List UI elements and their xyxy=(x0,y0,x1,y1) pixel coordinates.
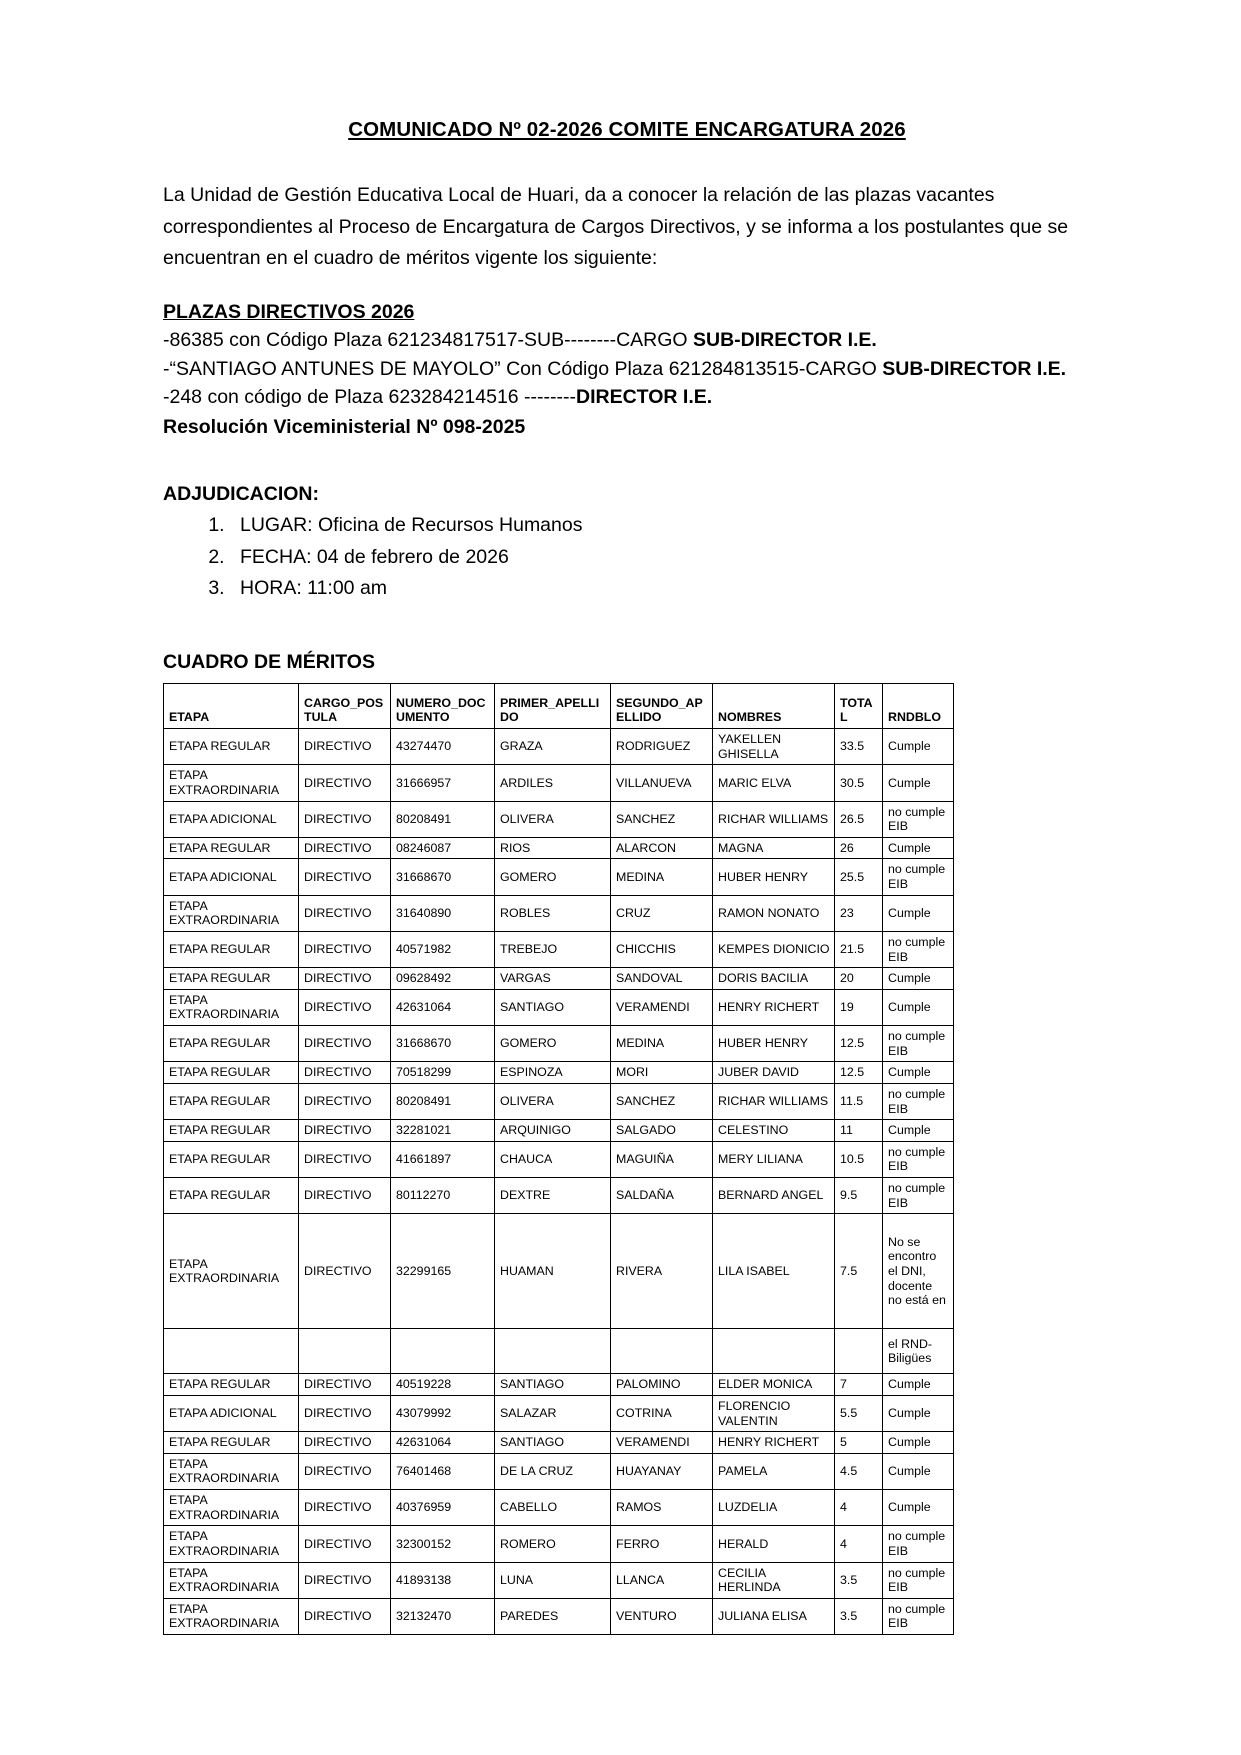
cell-total: 5 xyxy=(835,1432,883,1454)
cell-cargo: DIRECTIVO xyxy=(299,1178,391,1214)
col-header-etapa: ETAPA xyxy=(164,684,299,729)
cell-total: 7.5 xyxy=(835,1214,883,1329)
cell-primer-apellido: ARDILES xyxy=(495,765,611,801)
cell-segundo-apellido: RIVERA xyxy=(611,1214,713,1329)
cell-documento: 43274470 xyxy=(391,729,495,765)
cell-segundo-apellido: MAGUIÑA xyxy=(611,1141,713,1177)
cell-etapa xyxy=(164,1329,299,1374)
cell-rndblo: no cumple EIB xyxy=(883,1562,954,1598)
cell-etapa: ETAPA ADICIONAL xyxy=(164,801,299,837)
cell-segundo-apellido: LLANCA xyxy=(611,1562,713,1598)
cell-documento: 41661897 xyxy=(391,1141,495,1177)
cell-primer-apellido: HUAMAN xyxy=(495,1214,611,1329)
cell-etapa: ETAPA ADICIONAL xyxy=(164,859,299,895)
cell-rndblo: no cumple EIB xyxy=(883,1526,954,1562)
cell-rndblo: Cumple xyxy=(883,989,954,1025)
cell-rndblo: Cumple xyxy=(883,1453,954,1489)
cell-total: 10.5 xyxy=(835,1141,883,1177)
cell-cargo: DIRECTIVO xyxy=(299,729,391,765)
cell-etapa: ETAPA EXTRAORDINARIA xyxy=(164,1490,299,1526)
cell-rndblo: no cumple EIB xyxy=(883,1026,954,1062)
table-row xyxy=(164,837,954,859)
cell-segundo-apellido: CHICCHIS xyxy=(611,931,713,967)
cell-rndblo: no cumple EIB xyxy=(883,859,954,895)
cell-documento: 32132470 xyxy=(391,1598,495,1634)
cell-nombres: CECILIA HERLINDA xyxy=(713,1562,835,1598)
cell-segundo-apellido: FERRO xyxy=(611,1526,713,1562)
cell-primer-apellido: ROMERO xyxy=(495,1526,611,1562)
col-header-segundo-apellido: SEGUNDO_APELLIDO xyxy=(611,684,713,729)
cell-nombres: DORIS BACILIA xyxy=(713,968,835,990)
cell-cargo: DIRECTIVO xyxy=(299,1141,391,1177)
plaza-line-text: -86385 con Código Plaza 621234817517-SUB--------CARGO xyxy=(163,328,694,351)
cell-segundo-apellido: MEDINA xyxy=(611,859,713,895)
cell-rndblo: Cumple xyxy=(883,895,954,931)
cell-total xyxy=(835,1329,883,1374)
cell-documento: 80112270 xyxy=(391,1178,495,1214)
plaza-line-cargo: SUB-DIRECTOR I.E. xyxy=(882,357,1067,380)
cell-primer-apellido: RIOS xyxy=(495,837,611,859)
cell-nombres: JUBER DAVID xyxy=(713,1062,835,1084)
cell-total: 25.5 xyxy=(835,859,883,895)
plaza-line-text: -248 con código de Plaza 623284214516 -------- xyxy=(163,386,576,409)
cell-total: 11 xyxy=(835,1120,883,1142)
col-header-documento: NUMERO_DOCUMENTO xyxy=(391,684,495,729)
cell-rndblo: Cumple xyxy=(883,968,954,990)
cell-nombres: HENRY RICHERT xyxy=(713,1432,835,1454)
cell-nombres: ELDER MONICA xyxy=(713,1374,835,1396)
plaza-line xyxy=(163,355,1091,384)
cell-rndblo: Cumple xyxy=(883,729,954,765)
table-row xyxy=(164,968,954,990)
cell-total: 4 xyxy=(835,1490,883,1526)
cell-documento: 76401468 xyxy=(391,1453,495,1489)
cell-nombres: CELESTINO xyxy=(713,1120,835,1142)
cell-rndblo: Cumple xyxy=(883,1120,954,1142)
cell-cargo: DIRECTIVO xyxy=(299,1083,391,1119)
cell-segundo-apellido: SANDOVAL xyxy=(611,968,713,990)
cell-nombres: BERNARD ANGEL xyxy=(713,1178,835,1214)
cell-etapa: ETAPA REGULAR xyxy=(164,931,299,967)
cell-nombres: JULIANA ELISA xyxy=(713,1598,835,1634)
cell-primer-apellido: ROBLES xyxy=(495,895,611,931)
cell-documento: 31668670 xyxy=(391,859,495,895)
table-row xyxy=(164,1374,954,1396)
cell-documento: 32281021 xyxy=(391,1120,495,1142)
merit-table-body xyxy=(164,729,954,1635)
cell-documento: 31666957 xyxy=(391,765,495,801)
cell-primer-apellido: CABELLO xyxy=(495,1490,611,1526)
cell-nombres: MERY LILIANA xyxy=(713,1141,835,1177)
cell-total: 4.5 xyxy=(835,1453,883,1489)
adjudicacion-heading: ADJUDICACION: xyxy=(163,483,319,506)
table-row xyxy=(164,1178,954,1214)
plaza-line-cargo: SUB-DIRECTOR I.E. xyxy=(693,328,877,351)
table-header-row xyxy=(164,684,954,729)
cell-etapa: ETAPA EXTRAORDINARIA xyxy=(164,895,299,931)
cell-total: 33.5 xyxy=(835,729,883,765)
table-row xyxy=(164,989,954,1025)
cell-segundo-apellido: VERAMENDI xyxy=(611,989,713,1025)
cell-total: 11.5 xyxy=(835,1083,883,1119)
cell-total: 7 xyxy=(835,1374,883,1396)
cell-rndblo: Cumple xyxy=(883,1490,954,1526)
cell-segundo-apellido: MORI xyxy=(611,1062,713,1084)
cell-nombres: HERALD xyxy=(713,1526,835,1562)
cell-segundo-apellido: MEDINA xyxy=(611,1026,713,1062)
cell-documento: 40376959 xyxy=(391,1490,495,1526)
cell-etapa: ETAPA REGULAR xyxy=(164,1374,299,1396)
col-header-cargo: CARGO_POSTULA xyxy=(299,684,391,729)
cell-etapa: ETAPA EXTRAORDINARIA xyxy=(164,1526,299,1562)
cell-rndblo: Cumple xyxy=(883,1432,954,1454)
table-row xyxy=(164,1329,954,1374)
cell-rndblo: el RND-Biligües xyxy=(883,1329,954,1374)
cell-segundo-apellido: VERAMENDI xyxy=(611,1432,713,1454)
col-header-rndblo: RNDBLO xyxy=(883,684,954,729)
cell-cargo: DIRECTIVO xyxy=(299,859,391,895)
col-header-total: TOTAL xyxy=(835,684,883,729)
cell-nombres: HUBER HENRY xyxy=(713,1026,835,1062)
cell-segundo-apellido: SALDAÑA xyxy=(611,1178,713,1214)
cell-documento: 43079992 xyxy=(391,1395,495,1431)
cell-documento: 31640890 xyxy=(391,895,495,931)
cell-etapa: ETAPA EXTRAORDINARIA xyxy=(164,1598,299,1634)
cell-documento: 40519228 xyxy=(391,1374,495,1396)
cell-rndblo: no cumple EIB xyxy=(883,1083,954,1119)
cell-cargo: DIRECTIVO xyxy=(299,1598,391,1634)
table-row xyxy=(164,765,954,801)
col-header-primer-apellido: PRIMER_APELLIDO xyxy=(495,684,611,729)
cell-total: 12.5 xyxy=(835,1062,883,1084)
plaza-line xyxy=(163,326,1091,355)
adjudicacion-item: 1. LUGAR: Oficina de Recursos Humanos xyxy=(230,510,1091,542)
cell-etapa: ETAPA REGULAR xyxy=(164,1120,299,1142)
cell-primer-apellido: GRAZA xyxy=(495,729,611,765)
cell-segundo-apellido: SANCHEZ xyxy=(611,1083,713,1119)
cell-total: 23 xyxy=(835,895,883,931)
adjudicacion-list xyxy=(163,510,1091,605)
table-row xyxy=(164,859,954,895)
cell-segundo-apellido: CRUZ xyxy=(611,895,713,931)
cell-documento: 32299165 xyxy=(391,1214,495,1329)
adjudicacion-item: 3. HORA: 11:00 am xyxy=(230,573,1091,605)
cell-primer-apellido: SANTIAGO xyxy=(495,989,611,1025)
table-row xyxy=(164,1453,954,1489)
cell-rndblo: Cumple xyxy=(883,1062,954,1084)
cell-cargo: DIRECTIVO xyxy=(299,1562,391,1598)
cell-segundo-apellido: VILLANUEVA xyxy=(611,765,713,801)
cell-documento: 32300152 xyxy=(391,1526,495,1562)
cell-cargo: DIRECTIVO xyxy=(299,837,391,859)
cell-nombres: MARIC ELVA xyxy=(713,765,835,801)
table-row xyxy=(164,1490,954,1526)
cell-segundo-apellido: ALARCON xyxy=(611,837,713,859)
cell-total: 19 xyxy=(835,989,883,1025)
table-row xyxy=(164,1432,954,1454)
cell-etapa: ETAPA REGULAR xyxy=(164,1141,299,1177)
cell-nombres xyxy=(713,1329,835,1374)
cell-etapa: ETAPA REGULAR xyxy=(164,837,299,859)
cell-cargo: DIRECTIVO xyxy=(299,1062,391,1084)
cell-cargo: DIRECTIVO xyxy=(299,989,391,1025)
cell-segundo-apellido: RODRIGUEZ xyxy=(611,729,713,765)
cell-cargo: DIRECTIVO xyxy=(299,1432,391,1454)
page-title: COMUNICADO Nº 02-2026 COMITE ENCARGATURA 2026 xyxy=(348,118,906,141)
plaza-line xyxy=(163,383,1091,412)
cell-nombres: RICHAR WILLIAMS xyxy=(713,801,835,837)
cell-documento: 40571982 xyxy=(391,931,495,967)
table-row xyxy=(164,895,954,931)
cell-etapa: ETAPA REGULAR xyxy=(164,1026,299,1062)
merit-table-head xyxy=(164,684,954,729)
cell-etapa: ETAPA REGULAR xyxy=(164,1178,299,1214)
cell-documento: 41893138 xyxy=(391,1562,495,1598)
adjudicacion-item: 2. FECHA: 04 de febrero de 2026 xyxy=(230,542,1091,574)
cell-cargo: DIRECTIVO xyxy=(299,1395,391,1431)
cell-rndblo: Cumple xyxy=(883,1374,954,1396)
cell-nombres: RICHAR WILLIAMS xyxy=(713,1083,835,1119)
cell-total: 9.5 xyxy=(835,1178,883,1214)
cell-total: 26 xyxy=(835,837,883,859)
col-header-nombres: NOMBRES xyxy=(713,684,835,729)
cell-total: 3.5 xyxy=(835,1562,883,1598)
table-row xyxy=(164,729,954,765)
cell-rndblo: Cumple xyxy=(883,1395,954,1431)
cell-rndblo: Cumple xyxy=(883,765,954,801)
cell-primer-apellido: TREBEJO xyxy=(495,931,611,967)
cell-documento: 80208491 xyxy=(391,1083,495,1119)
cuadro-meritos-heading: CUADRO DE MÉRITOS xyxy=(163,651,375,674)
table-row xyxy=(164,1062,954,1084)
cell-cargo: DIRECTIVO xyxy=(299,1526,391,1562)
cell-cargo: DIRECTIVO xyxy=(299,801,391,837)
cell-segundo-apellido: SALGADO xyxy=(611,1120,713,1142)
cell-segundo-apellido: COTRINA xyxy=(611,1395,713,1431)
cell-cargo: DIRECTIVO xyxy=(299,1453,391,1489)
cell-primer-apellido: SANTIAGO xyxy=(495,1374,611,1396)
cell-primer-apellido: GOMERO xyxy=(495,1026,611,1062)
cell-etapa: ETAPA EXTRAORDINARIA xyxy=(164,765,299,801)
table-row xyxy=(164,1026,954,1062)
cell-nombres: HUBER HENRY xyxy=(713,859,835,895)
cell-primer-apellido: VARGAS xyxy=(495,968,611,990)
cell-etapa: ETAPA EXTRAORDINARIA xyxy=(164,1453,299,1489)
cell-nombres: LILA ISABEL xyxy=(713,1214,835,1329)
cell-primer-apellido: DE LA CRUZ xyxy=(495,1453,611,1489)
cell-segundo-apellido: RAMOS xyxy=(611,1490,713,1526)
cell-primer-apellido: ARQUINIGO xyxy=(495,1120,611,1142)
cell-etapa: ETAPA ADICIONAL xyxy=(164,1395,299,1431)
cell-rndblo: No se encontro el DNI, docente no está en xyxy=(883,1214,954,1329)
cell-total: 3.5 xyxy=(835,1598,883,1634)
cell-documento: 42631064 xyxy=(391,1432,495,1454)
cell-cargo: DIRECTIVO xyxy=(299,1374,391,1396)
cell-documento: 31668670 xyxy=(391,1026,495,1062)
cell-segundo-apellido: SANCHEZ xyxy=(611,801,713,837)
cell-cargo: DIRECTIVO xyxy=(299,1026,391,1062)
cell-cargo: DIRECTIVO xyxy=(299,968,391,990)
table-row xyxy=(164,1214,954,1329)
cell-rndblo: no cumple EIB xyxy=(883,931,954,967)
cell-nombres: PAMELA xyxy=(713,1453,835,1489)
cell-primer-apellido: ESPINOZA xyxy=(495,1062,611,1084)
cell-cargo: DIRECTIVO xyxy=(299,765,391,801)
cell-rndblo: no cumple EIB xyxy=(883,1141,954,1177)
cell-primer-apellido: PAREDES xyxy=(495,1598,611,1634)
cell-etapa: ETAPA REGULAR xyxy=(164,1062,299,1084)
cell-etapa: ETAPA REGULAR xyxy=(164,968,299,990)
cell-primer-apellido: LUNA xyxy=(495,1562,611,1598)
cell-total: 5.5 xyxy=(835,1395,883,1431)
cell-total: 4 xyxy=(835,1526,883,1562)
cell-etapa: ETAPA EXTRAORDINARIA xyxy=(164,1562,299,1598)
table-row xyxy=(164,1083,954,1119)
cell-primer-apellido: SALAZAR xyxy=(495,1395,611,1431)
table-row xyxy=(164,1141,954,1177)
cell-cargo: DIRECTIVO xyxy=(299,1120,391,1142)
cell-documento: 80208491 xyxy=(391,801,495,837)
cell-segundo-apellido xyxy=(611,1329,713,1374)
cell-primer-apellido: SANTIAGO xyxy=(495,1432,611,1454)
cell-primer-apellido: OLIVERA xyxy=(495,1083,611,1119)
plazas-list xyxy=(163,326,1091,413)
cell-segundo-apellido: PALOMINO xyxy=(611,1374,713,1396)
table-row xyxy=(164,1120,954,1142)
cell-cargo: DIRECTIVO xyxy=(299,1490,391,1526)
cell-cargo: DIRECTIVO xyxy=(299,1214,391,1329)
plaza-line-text: -“SANTIAGO ANTUNES DE MAYOLO” Con Código Plaza 621284813515-CARGO xyxy=(163,357,883,380)
cell-primer-apellido: CHAUCA xyxy=(495,1141,611,1177)
table-row xyxy=(164,1526,954,1562)
table-row xyxy=(164,931,954,967)
cell-documento xyxy=(391,1329,495,1374)
cell-nombres: LUZDELIA xyxy=(713,1490,835,1526)
cell-nombres: YAKELLEN GHISELLA xyxy=(713,729,835,765)
cell-rndblo: no cumple EIB xyxy=(883,1598,954,1634)
cell-nombres: MAGNA xyxy=(713,837,835,859)
cell-total: 30.5 xyxy=(835,765,883,801)
cell-rndblo: no cumple EIB xyxy=(883,801,954,837)
cell-etapa: ETAPA EXTRAORDINARIA xyxy=(164,989,299,1025)
cell-primer-apellido: DEXTRE xyxy=(495,1178,611,1214)
cell-documento: 42631064 xyxy=(391,989,495,1025)
cell-segundo-apellido: HUAYANAY xyxy=(611,1453,713,1489)
cell-documento: 08246087 xyxy=(391,837,495,859)
merit-table xyxy=(163,683,954,1635)
cell-documento: 09628492 xyxy=(391,968,495,990)
cell-total: 20 xyxy=(835,968,883,990)
cell-nombres: RAMON NONATO xyxy=(713,895,835,931)
cell-documento: 70518299 xyxy=(391,1062,495,1084)
cell-rndblo: no cumple EIB xyxy=(883,1178,954,1214)
cell-cargo xyxy=(299,1329,391,1374)
table-row xyxy=(164,801,954,837)
cell-nombres: KEMPES DIONICIO xyxy=(713,931,835,967)
cell-rndblo: Cumple xyxy=(883,837,954,859)
intro-paragraph: La Unidad de Gestión Educativa Local de Huari, da a conocer la relación de las plazas vacantes correspondientes al Proceso de Encargatura de Cargos Directivos, y se informa a los postulantes que se encuentran en el cuadro de méritos vigente los siguiente: xyxy=(163,184,1069,270)
cell-etapa: ETAPA REGULAR xyxy=(164,729,299,765)
plaza-line-cargo: DIRECTOR I.E. xyxy=(576,386,713,409)
cell-etapa: ETAPA EXTRAORDINARIA xyxy=(164,1214,299,1329)
cell-total: 12.5 xyxy=(835,1026,883,1062)
cell-segundo-apellido: VENTURO xyxy=(611,1598,713,1634)
cell-total: 26.5 xyxy=(835,801,883,837)
table-row xyxy=(164,1395,954,1431)
cell-total: 21.5 xyxy=(835,931,883,967)
cell-primer-apellido: GOMERO xyxy=(495,859,611,895)
cell-primer-apellido: OLIVERA xyxy=(495,801,611,837)
cell-etapa: ETAPA REGULAR xyxy=(164,1083,299,1119)
resolution-line: Resolución Viceministerial Nº 098-2025 xyxy=(163,416,526,439)
table-row xyxy=(164,1562,954,1598)
plazas-heading: PLAZAS DIRECTIVOS 2026 xyxy=(163,300,415,323)
table-row xyxy=(164,1598,954,1634)
cell-nombres: FLORENCIO VALENTIN xyxy=(713,1395,835,1431)
cell-cargo: DIRECTIVO xyxy=(299,931,391,967)
cell-cargo: DIRECTIVO xyxy=(299,895,391,931)
cell-primer-apellido xyxy=(495,1329,611,1374)
cell-nombres: HENRY RICHERT xyxy=(713,989,835,1025)
cell-etapa: ETAPA REGULAR xyxy=(164,1432,299,1454)
